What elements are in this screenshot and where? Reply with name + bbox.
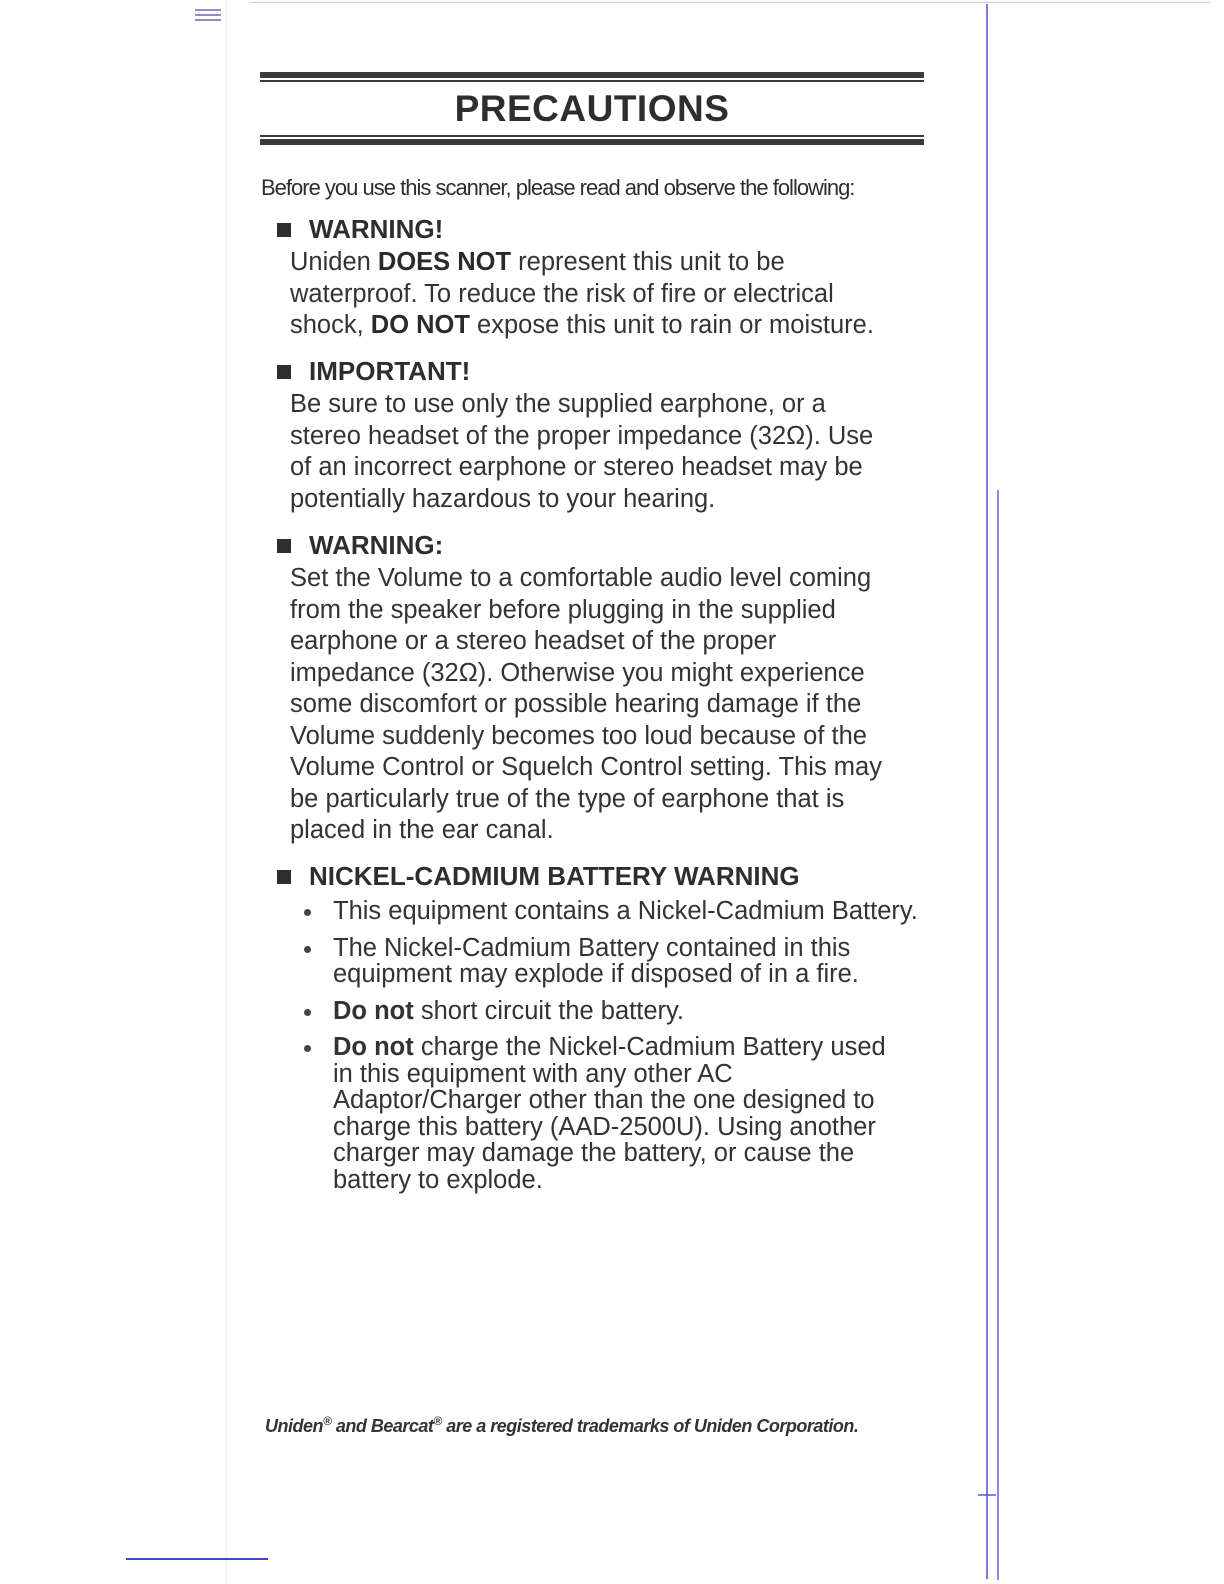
text-line: some discomfort or possible hearing damage if the xyxy=(290,690,862,718)
text-line: battery to explode. xyxy=(333,1165,543,1194)
text-line: Do not charge the Nickel-Cadmium Battery used xyxy=(333,1033,886,1061)
text-line: charge this battery (AAD-2500U). Using another xyxy=(333,1112,876,1141)
text-line: from the speaker before plugging in the supplied xyxy=(290,595,836,624)
text-line: This equipment contains a Nickel-Cadmium Battery. xyxy=(333,897,918,925)
list-item xyxy=(277,1034,917,1193)
section-warning xyxy=(277,214,917,342)
registered-mark: ® xyxy=(323,1414,332,1428)
section-body xyxy=(290,247,917,342)
scan-top-line xyxy=(250,2,1210,3)
square-bullet-icon xyxy=(277,365,291,379)
section-heading xyxy=(277,530,917,561)
text-line: in this equipment with any other AC xyxy=(333,1059,733,1088)
title-rule-top xyxy=(260,72,924,82)
text-line: shock, DO NOT expose this unit to rain or moisture. xyxy=(290,311,874,339)
text-line: waterproof. To reduce the risk of fire or electrical xyxy=(290,279,834,308)
text-line: Be sure to use only the supplied earphone, or a xyxy=(290,390,826,418)
margin-line xyxy=(997,490,999,1580)
text-line: Set the Volume to a comfortable audio level coming xyxy=(290,564,872,592)
bullet-dot-icon xyxy=(304,1045,311,1052)
text-line: placed in the ear canal. xyxy=(290,816,554,844)
footer-and: and xyxy=(331,1416,371,1436)
text-line: Do not short circuit the battery. xyxy=(333,996,684,1025)
bottom-line xyxy=(126,1558,268,1560)
title-rule-bottom xyxy=(260,135,924,145)
battery-bullet-list xyxy=(277,898,917,1193)
margin-line xyxy=(986,4,988,1579)
section-battery-warning xyxy=(277,861,917,1203)
square-bullet-icon xyxy=(277,223,291,237)
emphasis-text: DOES NOT xyxy=(377,248,512,276)
margin-tick xyxy=(978,1494,996,1496)
footer-text: are a registered trademarks of Uniden Corporation. xyxy=(441,1416,859,1436)
text-line: of an incorrect earphone or stereo headset may be xyxy=(290,453,863,481)
bullet-dot-icon xyxy=(304,1009,311,1016)
text-line: Volume Control or Squelch Control setting. This may xyxy=(290,753,882,781)
section-heading-text: IMPORTANT! xyxy=(309,356,471,386)
square-bullet-icon xyxy=(277,870,291,884)
emphasis-text: Do not xyxy=(333,996,414,1025)
section-heading xyxy=(277,861,917,892)
text-line: stereo headset of the proper impedance (32Ω). Use xyxy=(290,421,874,450)
section-heading-text: WARNING: xyxy=(309,530,444,560)
section-body xyxy=(290,389,917,515)
footer-brand: Uniden xyxy=(265,1416,323,1436)
scan-mark xyxy=(195,9,221,11)
bullet-dot-icon xyxy=(304,946,311,953)
square-bullet-icon xyxy=(277,539,291,553)
section-heading-text: NICKEL-CADMIUM BATTERY WARNING xyxy=(309,861,800,891)
text-line: equipment may explode if disposed of in a fire. xyxy=(333,960,859,988)
scan-mark xyxy=(195,19,221,21)
text-line: impedance (32Ω). Otherwise you might experience xyxy=(290,658,865,687)
scan-mark xyxy=(195,14,221,16)
list-item xyxy=(277,935,917,988)
text-line: potentially hazardous to your hearing. xyxy=(290,484,716,513)
section-heading xyxy=(277,356,917,387)
text-line: be particularly true of the type of earphone that is xyxy=(290,784,845,813)
section-important xyxy=(277,356,917,515)
emphasis-text: Do not xyxy=(333,1033,414,1061)
text-line: The Nickel-Cadmium Battery contained in this xyxy=(333,933,851,962)
registered-mark: ® xyxy=(433,1414,442,1428)
footer-brand: Bearcat xyxy=(370,1416,434,1436)
section-body xyxy=(290,563,917,847)
scan-edge xyxy=(226,0,227,1584)
text-line: Volume suddenly becomes too loud because of the xyxy=(290,721,867,750)
page-title: PRECAUTIONS xyxy=(454,88,730,129)
section-warning-volume xyxy=(277,530,917,847)
trademark-footer xyxy=(265,1414,858,1437)
bullet-dot-icon xyxy=(304,909,311,916)
intro-text: Before you use this scanner, please read and observe the following: xyxy=(261,175,855,200)
text-line: Uniden DOES NOT represent this unit to be xyxy=(290,248,785,276)
text-line: earphone or a stereo headset of the proper xyxy=(290,627,777,655)
list-item xyxy=(277,898,917,925)
emphasis-text: DO NOT xyxy=(370,311,470,339)
text-line: charger may damage the battery, or cause the xyxy=(333,1139,855,1167)
list-item xyxy=(277,998,917,1025)
section-heading-text: WARNING! xyxy=(309,214,444,244)
section-heading xyxy=(277,214,917,245)
text-line: Adaptor/Charger other than the one designed to xyxy=(333,1086,875,1114)
